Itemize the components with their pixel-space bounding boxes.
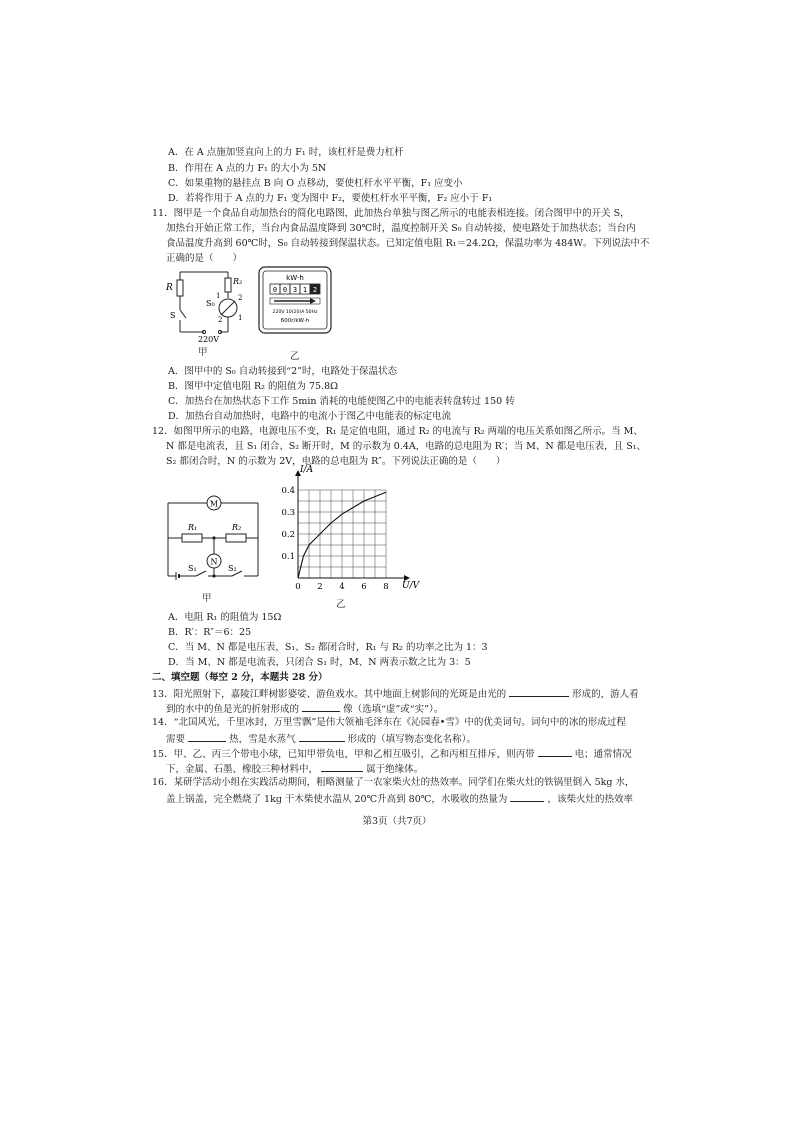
q12-stem-line-3: S₂ 都闭合时，N 的示数为 2V，电路的总电阻为 R″。下列说法正确的是（ ） [166, 456, 506, 467]
q12-fig-b-caption: 乙 [336, 599, 346, 610]
q11-energy-meter-figure [258, 266, 332, 334]
q11-stem-line-3: 食品温度升高到 60℃时，S₀ 自动转接到保温状态。已知定值电阻 R₁＝24.2Ω，保温功率为 484W。下列说法中不 [166, 238, 650, 249]
q10-option-b: B．作用在 A 点的力 F₁ 的大小为 5N [168, 163, 327, 174]
q11-stem-line-2: 加热台开始正常工作，当台内食品温度降到 30℃时，温度控制开关 S₀ 自动转接，使电路处于加热状态；当台内 [166, 223, 636, 234]
meter-digit-1: 0 [272, 286, 278, 294]
q14-line-2 [166, 731, 476, 746]
q14-blank-1[interactable] [188, 731, 226, 742]
y-tick-label: 0.4 [281, 486, 295, 496]
iu-chart-grid [298, 490, 386, 578]
q12-meter-m-label: M [209, 499, 219, 509]
x-tick-label: 8 [383, 582, 389, 592]
q12-stem-line-1: 12．如图甲所示的电路，电源电压不变，R₁ 是定值电阻，通过 R₂ 的电流与 R₂ 两端的电压关系如图乙所示。当 M、 [152, 426, 643, 437]
q12-option-c: C．当 M、N 都是电压表，S₁、S₂ 都闭合时，R₁ 与 R₂ 的功率之比为 1：3 [168, 642, 488, 653]
y-tick-label: 0.2 [281, 530, 295, 540]
q11-circuit-figure [164, 266, 254, 348]
y-tick-label: 0.3 [281, 508, 295, 518]
q15-text-1b: 电；通常情况 [574, 749, 632, 760]
q11-fig-a-caption: 甲 [198, 347, 208, 358]
q10-option-d: D．若将作用于 A 点的力 F₁ 变为图中 F₂，要使杠杆水平平衡，F₂ 应小于 F₁ [168, 193, 493, 204]
meter-rate: 600r/kW·h [280, 318, 310, 324]
q10-option-a: A．在 A 点施加竖直向上的力 F₁ 时，该杠杆是费力杠杆 [168, 147, 404, 158]
x-tick-label: 2 [317, 582, 323, 592]
q12-r2-label: R₂ [232, 523, 242, 532]
q11-option-b: B．图甲中定值电阻 R₂ 的阻值为 75.8Ω [168, 381, 339, 392]
q11-voltage-label: 220V [198, 335, 220, 344]
q12-s1-label: S₁ [188, 564, 197, 573]
q13-text-2b: 像（选填“虚”或“实”）。 [343, 704, 444, 715]
q12-iu-chart [276, 462, 426, 592]
q12-s2-label: S₂ [228, 564, 237, 573]
q15-line-2 [166, 761, 423, 776]
q13-line-2 [166, 701, 443, 716]
meter-digit-3: 3 [292, 286, 298, 294]
q12-fig-a-caption: 甲 [202, 593, 212, 604]
q16-text-2b: ，该柴火灶的热效率 [547, 794, 633, 805]
q14-text-2b: 热，雪是水蒸气 [229, 734, 296, 745]
q11-contact-1b-label: 1 [238, 314, 243, 322]
page-footer: 第3页（共7页） [362, 816, 432, 827]
x-tick-label: 6 [361, 582, 367, 592]
meter-unit: kW·h [286, 274, 304, 282]
q11-option-a: A．图甲中的 S₀ 自动转接到“2”时，电路处于保温状态 [168, 366, 397, 377]
q11-s0-label: S₀ [206, 299, 215, 308]
q13-text-1b: 形成的，游人看 [572, 689, 639, 700]
iu-chart-svg [276, 462, 426, 592]
q13-blank-1[interactable] [509, 686, 569, 697]
iu-chart-axes [295, 470, 410, 581]
q11-stem-line-4: 正确的是（ ） [166, 253, 243, 264]
q12-option-b: B．R′：R″＝6：25 [168, 627, 252, 638]
iu-chart-xlabel: U/V [402, 581, 420, 591]
q13-text-1a: 13．阳光照射下，嘉陵江畔树影婆娑、游鱼戏水。其中地面上树影间的光斑是由光的 [152, 689, 507, 700]
q12-meter-n-label: N [210, 557, 218, 567]
q11-contact-1-label: 1 [216, 292, 221, 300]
q14-text-2a: 需要 [166, 734, 186, 745]
q12-r1-label: R₁ [188, 523, 198, 532]
meter-digit-5: 2 [312, 286, 318, 294]
meter-digit-2: 0 [282, 286, 288, 294]
q11-contact-2-label: 2 [238, 294, 243, 302]
q13-text-2a: 到的水中的鱼是光的折射形成的 [166, 704, 300, 715]
q12-circuit-figure [162, 488, 264, 584]
q11-option-d: D．加热台自动加热时，电路中的电流小于图乙中电能表的标定电流 [168, 411, 452, 422]
q14-text-2c: 形成的（填写物态变化名称）。 [347, 734, 476, 745]
q10-option-c: C．如果重物的悬挂点 B 向 O 点移动，要使杠杆水平平衡，F₁ 应变小 [168, 178, 463, 189]
q16-blank-1[interactable] [510, 791, 544, 802]
q11-contact-2b-label: 2 [218, 316, 223, 324]
q11-s-label: S [170, 311, 176, 320]
q14-line-1: 14．“北国风光，千里冰封，万里雪飘”是伟大领袖毛泽东在《沁园春•雪》中的优美词句。词句中的冰的形成过程 [152, 717, 626, 728]
x-tick-label: 4 [339, 582, 345, 592]
q16-line-1: 16．某研学活动小组在实践活动期间，粗略测量了一农家柴火灶的热效率。同学们在柴火灶的铁锅里倒入 5kg 水， [152, 777, 635, 788]
q15-text-2b: 属于绝缘体。 [366, 764, 424, 775]
q13-line-1 [152, 686, 639, 701]
q16-line-2 [166, 791, 633, 806]
x-tick-label: 0 [295, 582, 301, 592]
q11-stem-line-1: 11．图甲是一个食品自动加热台的简化电路图，此加热台单独与图乙所示的电能表相连接。闭合图甲中的开关 S， [152, 208, 630, 219]
q12-option-d: D．当 M、N 都是电流表，只闭合 S₁ 时，M、N 两表示数之比为 3：5 [168, 657, 471, 668]
y-tick-label: 0.1 [281, 552, 295, 562]
q14-blank-2[interactable] [299, 731, 345, 742]
q12-stem-line-2: N 都是电流表，且 S₁ 闭合、S₂ 断开时，M 的示数为 0.4A，电路的总电阻为 R′；当 M、N 都是电压表，且 S₁、 [166, 441, 647, 452]
q16-text-2a: 盖上锅盖，完全燃烧了 1kg 干木柴使水温从 20℃升高到 80℃，水吸收的热量为 [166, 794, 508, 805]
q15-line-1 [152, 746, 632, 761]
q11-option-c: C．加热台在加热状态下工作 5min 消耗的电能使图乙中的电能表转盘转过 150 转 [168, 396, 515, 407]
section-2-heading: 二、填空题（每空 2 分，本题共 28 分） [152, 672, 328, 683]
iu-chart-ylabel: I/A [300, 465, 314, 475]
q15-blank-1[interactable] [538, 746, 572, 757]
q13-blank-2[interactable] [302, 701, 340, 712]
q15-blank-2[interactable] [321, 761, 363, 772]
q15-text-2a: 下，金属、石墨、橡胶三种材料中， [166, 764, 319, 775]
q11-r2-label: R₂ [233, 277, 243, 286]
q11-r1-label: R [166, 283, 173, 293]
meter-spec: 220V 10(20)A 50Hz [272, 310, 318, 315]
q15-text-1a: 15．甲、乙、丙三个带电小球，已知甲带负电，甲和乙相互吸引，乙和丙相互排斥，则丙带 [152, 749, 535, 760]
meter-digit-4: 1 [302, 286, 308, 294]
q11-fig-b-caption: 乙 [290, 351, 300, 362]
q12-option-a: A．电阻 R₁ 的阻值为 15Ω [168, 612, 282, 623]
